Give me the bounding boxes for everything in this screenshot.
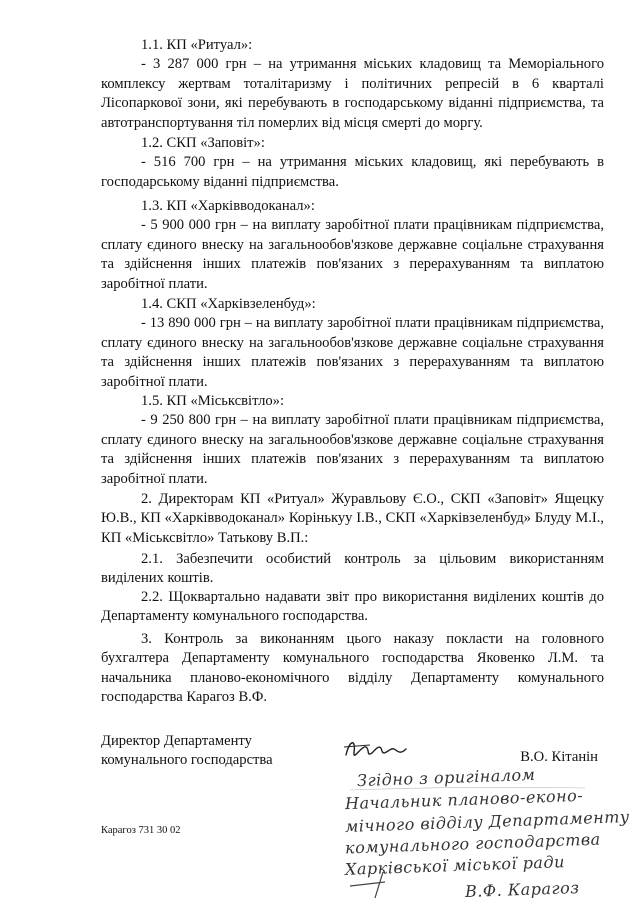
paragraph-2-2 [101, 588, 604, 627]
paragraph-3-text: 3. Контроль за виконанням цього наказу покласти на головного бухгалтера Департаменту комунального господарства Яковенко Л.М. та начальника планово-економічного відділу Департаменту комунального господарства Карагоз В.Ф. [101, 631, 604, 706]
section-1-1-text: - 3 287 000 грн – на утримання міських кладовищ та Меморіального комплексу жертвам тоталітаризму і політичних репресій в 6 кварталі Лісопаркової зони, які перебувають в господарському віданні підприємства, та автотранспортування тіл померлих від місця смерті до моргу. [101, 56, 604, 131]
handwritten-line-4: комунального господарства [344, 829, 601, 858]
section-1-3 [101, 197, 604, 294]
section-1-3-text: - 5 900 000 грн – на виплату заробітної плати працівникам підприємства, сплату єдиного внеску на загальнообов'язкове державне соціальне страхування та здійснення інших платежів пов'язаних з перерахуванням та виплатою заробітної плати. [101, 217, 604, 292]
section-1-1-heading: 1.1. КП «Ритуал»: [141, 37, 253, 53]
section-1-3-heading: 1.3. КП «Харківводоканал»: [141, 198, 315, 214]
section-1-4 [101, 295, 604, 392]
paragraph-2 [101, 490, 604, 548]
signatory-title-line-1: Директор Департаменту [101, 733, 252, 749]
section-1-2 [101, 134, 604, 192]
section-1-4-heading: 1.4. СКП «Харківзеленбуд»: [141, 296, 316, 312]
executor-contact: Карагоз 731 30 02 [101, 825, 181, 836]
handwritten-certification [344, 764, 644, 905]
signatory-name: В.О. Кітанін [520, 749, 598, 765]
paragraph-2-1-text: 2.1. Забезпечити особистий контроль за цільовим використанням виділених коштів. [101, 551, 604, 587]
section-1-2-heading: 1.2. СКП «Заповіт»: [141, 135, 265, 151]
handwritten-line-3: мічного відділу Департаменту [344, 807, 630, 836]
paragraph-2-2-text: 2.2. Щоквартально надавати звіт про використання виділених коштів до Департаменту комунального господарства. [101, 589, 604, 625]
section-1-1 [101, 36, 604, 133]
section-1-5 [101, 392, 604, 489]
director-signature [340, 735, 420, 765]
handwritten-line-5: Харківської міської ради [344, 852, 566, 879]
section-1-5-text: - 9 250 800 грн – на виплату заробітної плати працівникам підприємства, сплату єдиного внеску на загальнообов'язкове державне соціальне страхування та здійснення інших платежів пов'язаних з перерахуванням та виплатою заробітної плати. [101, 412, 604, 487]
signatory-title [101, 732, 273, 771]
section-1-4-text: - 13 890 000 грн – на виплату заробітної плати працівникам підприємства, сплату єдиного внеску на загальнообов'язкове державне соціальне страхування та здійснення інших платежів пов'язаних з перерахуванням та виплатою заробітної плати. [101, 315, 604, 390]
section-1-5-heading: 1.5. КП «Міськсвітло»: [141, 393, 285, 409]
section-1-2-text: - 516 700 грн – на утримання міських кладовищ, які перебувають в господарському віданні підприємства. [101, 154, 604, 190]
paragraph-2-text: 2. Директорам КП «Ритуал» Журавльову Є.О., СКП «Заповіт» Ящецку Ю.В., КП «Харківводоканал» Корінькуу І.В., СКП «Харківзеленбуд» Блуду М.І., КП «Міськсвітло» Татькову В.П.: [101, 491, 604, 546]
handwritten-line-6: В.Ф. Карагоз [464, 878, 580, 901]
handwritten-line-2: Начальник планово-еконо- [344, 785, 584, 814]
handwritten-line-1: Згідно з оригіналом [356, 764, 536, 791]
paragraph-2-1 [101, 550, 604, 589]
signatory-title-line-2: комунального господарства [101, 752, 273, 769]
paragraph-3 [101, 630, 604, 708]
